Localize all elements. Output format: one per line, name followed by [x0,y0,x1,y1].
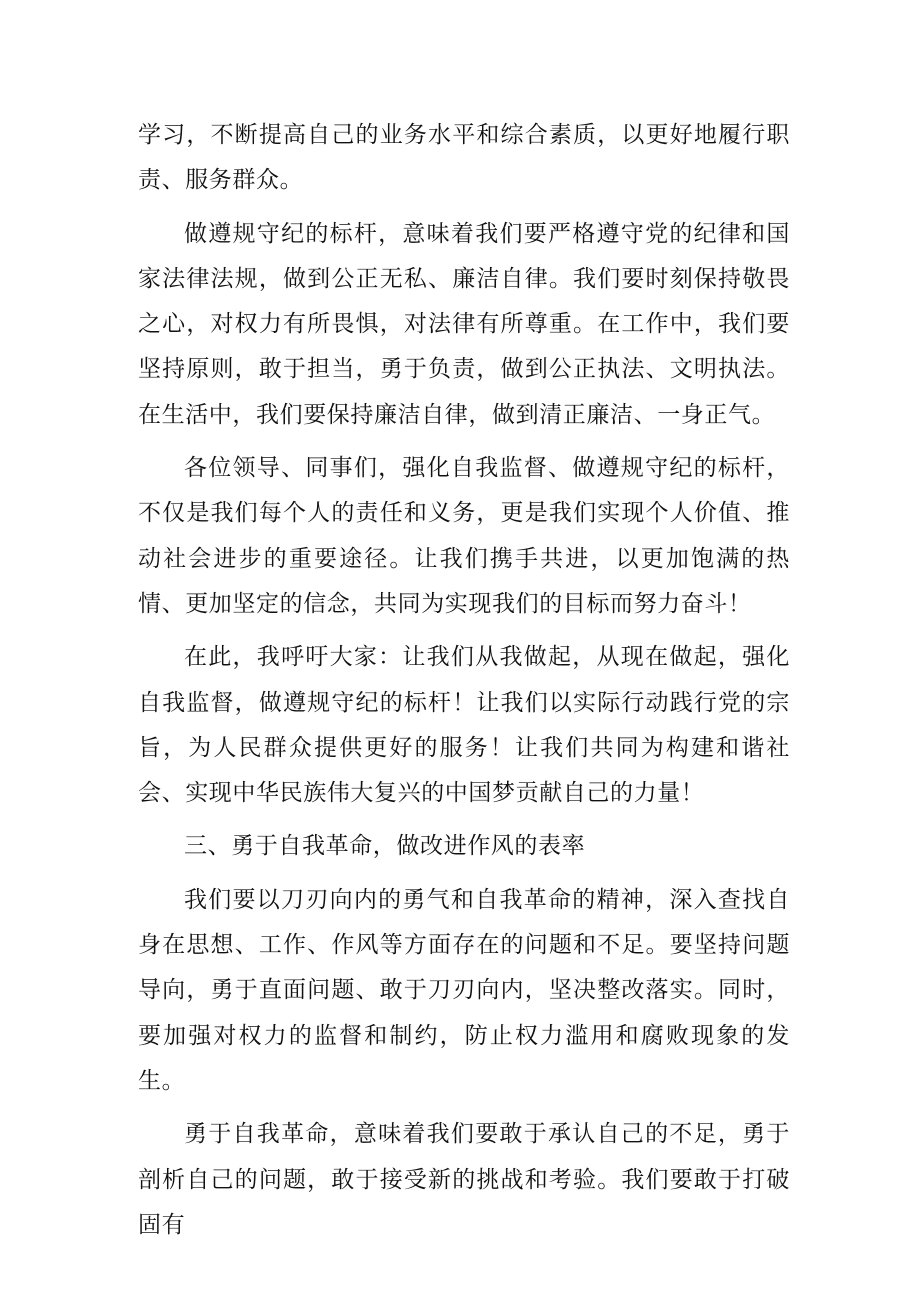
paragraph-appeal: 在此，我呼吁大家：让我们从我做起，从现在做起，强化自我监督，做遵规守纪的标杆！让我们以实际行动践行党的宗旨，为人民群众提供更好的服务！让我们共同为构建和谐社会、实现中华民族伟大复兴的中国梦贡献自己的力量！ [138,644,790,807]
paragraph-discipline-model: 做遵规守纪的标杆，意味着我们要严格遵守党的纪律和国家法律法规，做到公正无私、廉洁自律。我们要时刻保持敬畏之心，对权力有所畏惧，对法律有所尊重。在工作中，我们要坚持原则，敢于担当，勇于负责，做到公正执法、文明执法。在生活中，我们要保持廉洁自律，做到清正廉洁、一身正气。 [138,220,790,428]
document-body [138,113,790,1256]
section-heading-three: 三、勇于自我革命，做改进作风的表率 [184,833,586,860]
paragraph-address-colleagues: 各位领导、同事们，强化自我监督、做遵规守纪的标杆，不仅是我们每个人的责任和义务，更是我们实现个人价值、推动社会进步的重要途径。让我们携手共进，以更加饱满的热情、更加坚定的信念，共同为实现我们的目标而努力奋斗！ [138,455,790,617]
paragraph-continuation: 学习，不断提高自己的业务水平和综合素质，以更好地履行职责、服务群众。 [138,122,790,194]
paragraph-self-revolution: 我们要以刀刃向内的勇气和自我革命的精神，深入查找自身在思想、工作、作风等方面存在的问题和不足。要坚持问题导向，勇于直面问题、敢于刀刃向内，坚决整改落实。同时，要加强对权力的监督和制约，防止权力滥用和腐败现象的发生。 [138,886,790,1094]
paragraph-self-revolution-meaning: 勇于自我革命，意味着我们要敢于承认自己的不足，勇于剖析自己的问题，敢于接受新的挑战和考验。我们要敢于打破固有 [138,1121,790,1238]
